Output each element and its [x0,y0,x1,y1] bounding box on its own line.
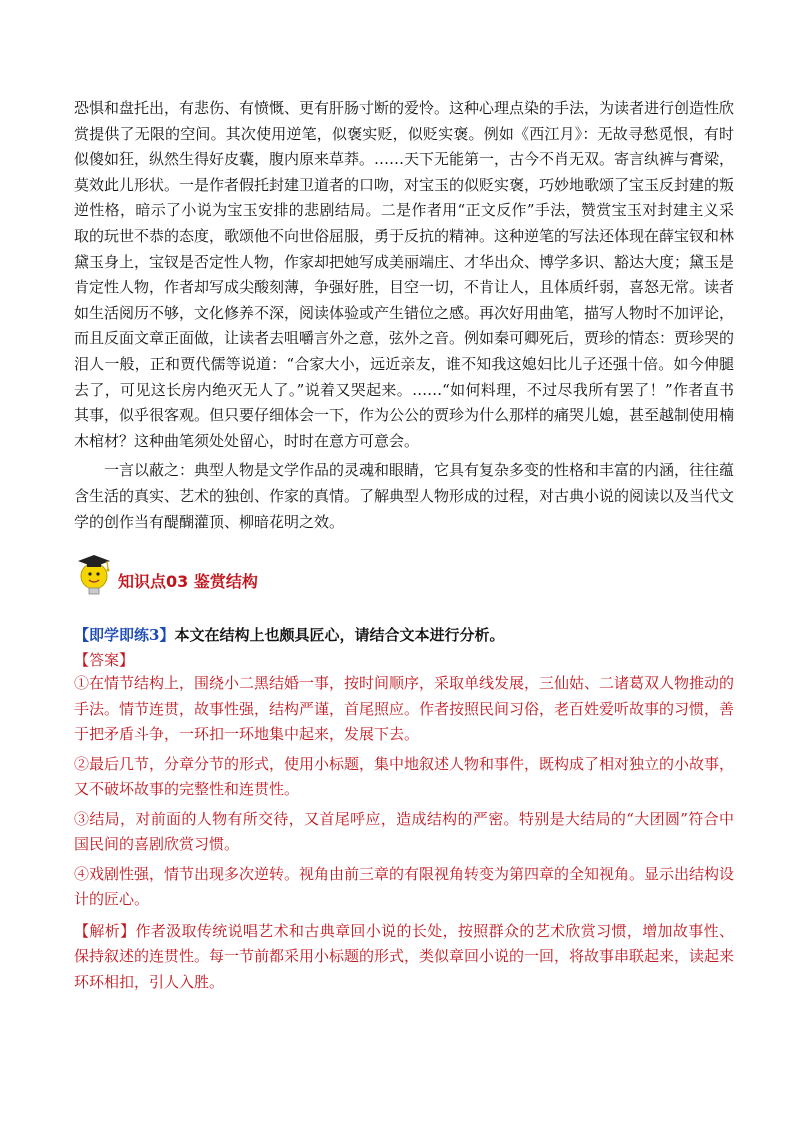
answer-item-4: ④戏剧性强，情节出现多次逆转。视角由前三章的有限视角转变为第四章的全知视角。显示出结构设计的匠心。 [74,864,735,909]
answer-item-2: ②最后几节，分章分节的形式，使用小标题，集中地叙述人物和事件，既构成了相对独立的小故事，又不破坏故事的完整性和连贯性。 [74,754,735,799]
answer-tag: 【答案】 [74,651,135,670]
analysis-tag: 【解析】 [74,921,136,940]
graduate-bulb-icon [74,552,114,598]
analysis-block [74,919,734,996]
analysis-text: 作者汲取传统说唱艺术和古典章回小说的长处，按照群众的艺术欣赏习惯，增加故事性、保持叙述的连贯性。每一节前都采用小标题的形式，类似章回小说的一回，将故事串联起来，读起来环环相扣，引人入胜。 [74,921,735,991]
document-page [74,96,734,995]
section-title: 知识点03 鉴赏结构 [118,571,258,591]
body-paragraph-2: 一言以蔽之：典型人物是文学作品的灵魂和眼睛，它具有复杂多变的性格和丰富的内涵，往往蕴含生活的真实、艺术的独创、作家的真情。了解典型人物形成的过程，对古典小说的阅读以及当代文学的创作当有醍醐灌顶、柳暗花明之效。 [74,461,735,531]
answer-item-3: ③结局，对前面的人物有所交待，又首尾呼应，造成结构的严密。特别是大结局的“大团圆”符合中国民间的喜剧欣赏习惯。 [74,809,734,854]
exercise-question [74,623,734,647]
answer-item-1: ①在情节结构上，围绕小二黑结婚一事，按时间顺序，采取单线发展，三仙姑、二诸葛双人物推动的手法。情节连贯，故事性强，结构严谨，首尾照应。作者按照民间习俗，老百姓爱听故事的习惯，善于把矛盾斗争，一环扣一环地集中起来，发展下去。 [74,674,735,744]
exercise-question-text: 本文在结构上也颇具匠心，请结合文本进行分析。 [174,626,505,645]
body-paragraph-1: 恐惧和盘托出，有悲伤、有愤慨、更有肝肠寸断的爱怜。这种心理点染的手法，为读者进行创造性欣赏提供了无限的空间。其次使用逆笔，似褒实贬，似贬实褒。例如《西江月》：无故寻愁觅恨，有时似傻如狂，纵然生得好皮囊，腹内原来草莽。……天下无能第一，古今不肖无双。寄言纨裤与膏梁，莫效此儿形状。一是作者假托封建卫道者的口吻，对宝玉的似贬实褒，巧妙地歌颂了宝玉反封建的叛逆性格，暗示了小说为宝玉安排的悲剧结局。二是作者用“正文反作”手法，赞赏宝玉对封建主义采取的玩世不恭的态度，歌颂他不向世俗屈服，勇于反抗的精神。这种逆笔的写法还体现在薛宝钗和林黛玉身上，宝钗是否定性人物，作家却把她写成美丽端庄、才华出众、博学多识、豁达大度；黛玉是肯定性人物，作者却写成尖酸刻薄，争强好胜，目空一切，不肯让人，且体质纤弱，喜怒无常。读者如生活阅历不够，文化修养不深，阅读体验或产生错位之感。再次好用曲笔，描写人物时不加评论，而且反面文章正面做，让读者去咀嚼言外之意，弦外之音。例如秦可卿死后，贾珍的情态：贾珍哭的泪人一般，正和贾代儒等说道：“合家大小，远近亲友，谁不知我这媳妇比儿子还强十倍。如今伸腿去了，可见这长房内绝灭无人了。”说着又哭起来。……“如何料理，不过尽我所有罢了！”作者直书其事，似乎很客观。但只要仔细体会一下，作为公公的贾珍为什么那样的痛哭儿媳，甚至越制使用楠木棺材？这种曲笔须处处留心，时时在意方可意会。 [74,99,735,450]
exercise-tag: 【即学即练3】 [74,626,175,645]
section-header [74,549,734,601]
